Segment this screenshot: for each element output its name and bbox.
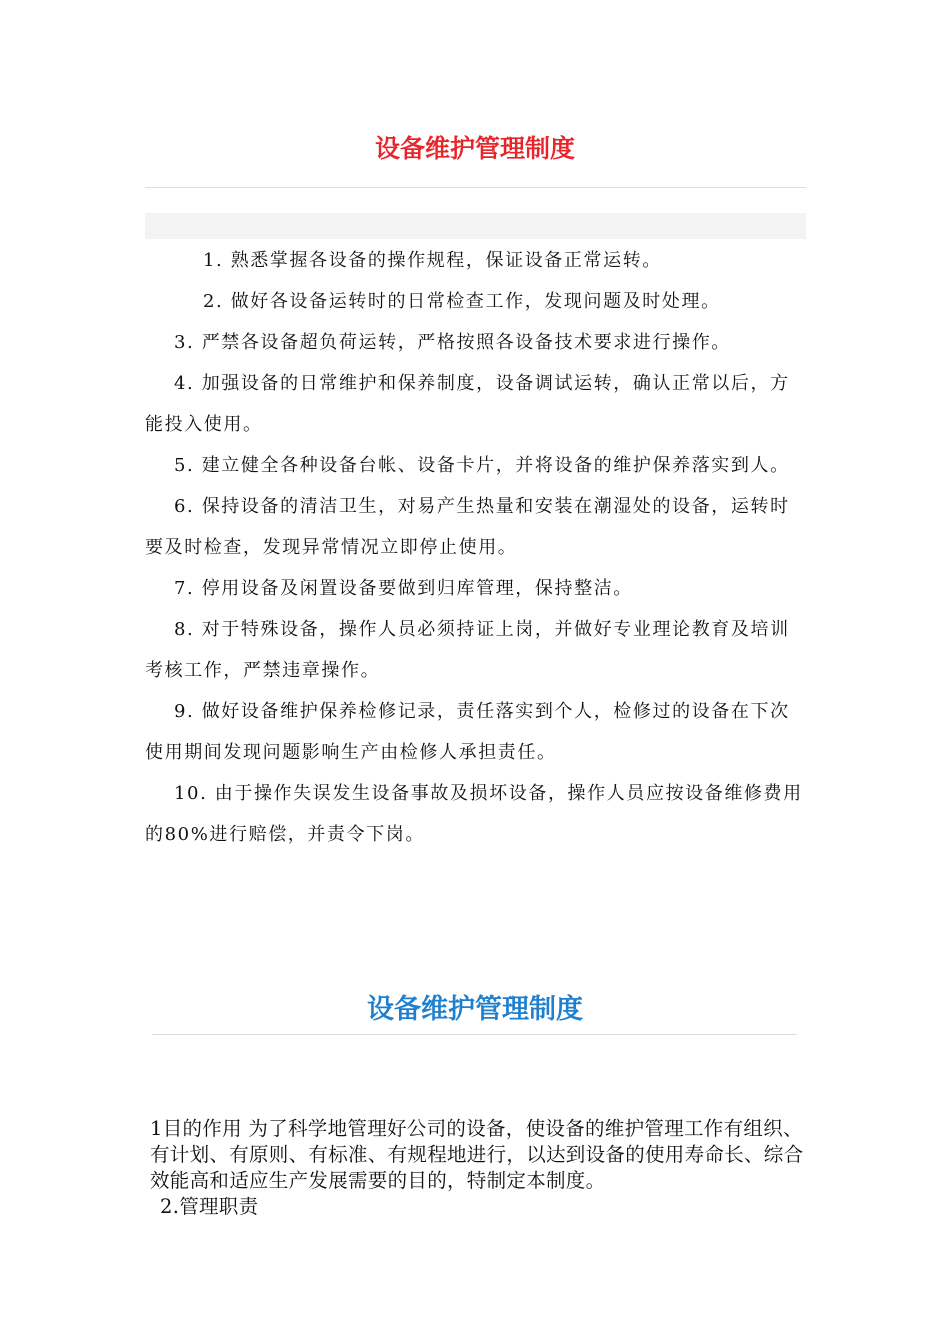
shaded-band	[145, 213, 806, 239]
document-title-secondary: 设备维护管理制度	[367, 994, 583, 1025]
document-title-primary: 设备维护管理制度	[374, 134, 575, 163]
duties-heading: 2.管理职责	[160, 1195, 259, 1218]
purpose-paragraph: 1目的作用 为了科学地管理好公司的设备，使设备的维护管理工作有组织、有计划、有原则、有标准、有规程地进行，以达到设备的使用寿命长、综合效能高和适应生产发展需要的目的，特制定本制度。	[150, 1117, 804, 1192]
rule-item-6: 6. 保持设备的清洁卫生，对易产生热量和安装在潮湿处的设备，运转时要及时检查，发现异常情况立即停止使用。	[145, 496, 790, 558]
title-divider-secondary	[152, 1034, 797, 1035]
rule-item-2: 2. 做好各设备运转时的日常检查工作，发现问题及时处理。	[203, 291, 721, 312]
title-divider	[145, 187, 806, 188]
rule-item-7: 7. 停用设备及闲置设备要做到归库管理，保持整洁。	[174, 578, 633, 599]
rule-item-10: 10. 由于操作失误发生设备事故及损坏设备，操作人员应按设备维修费用的80%进行赔偿，并责令下岗。	[145, 783, 803, 845]
rule-item-1: 1. 熟悉掌握各设备的操作规程，保证设备正常运转。	[203, 250, 662, 271]
rule-item-3: 3. 严禁各设备超负荷运转，严格按照各设备技术要求进行操作。	[174, 332, 731, 353]
rule-item-5: 5. 建立健全各种设备台帐、设备卡片，并将设备的维护保养落实到人。	[174, 455, 790, 476]
rule-item-9: 9. 做好设备维护保养检修记录，责任落实到个人，检修过的设备在下次使用期间发现问题影响生产由检修人承担责任。	[145, 701, 790, 763]
rule-item-4: 4. 加强设备的日常维护和保养制度，设备调试运转，确认正常以后，方能投入使用。	[145, 373, 790, 435]
rule-item-8: 8. 对于特殊设备，操作人员必须持证上岗，并做好专业理论教育及培训考核工作，严禁违章操作。	[145, 619, 790, 681]
purpose-section	[150, 1116, 810, 1220]
rules-list	[145, 240, 807, 855]
